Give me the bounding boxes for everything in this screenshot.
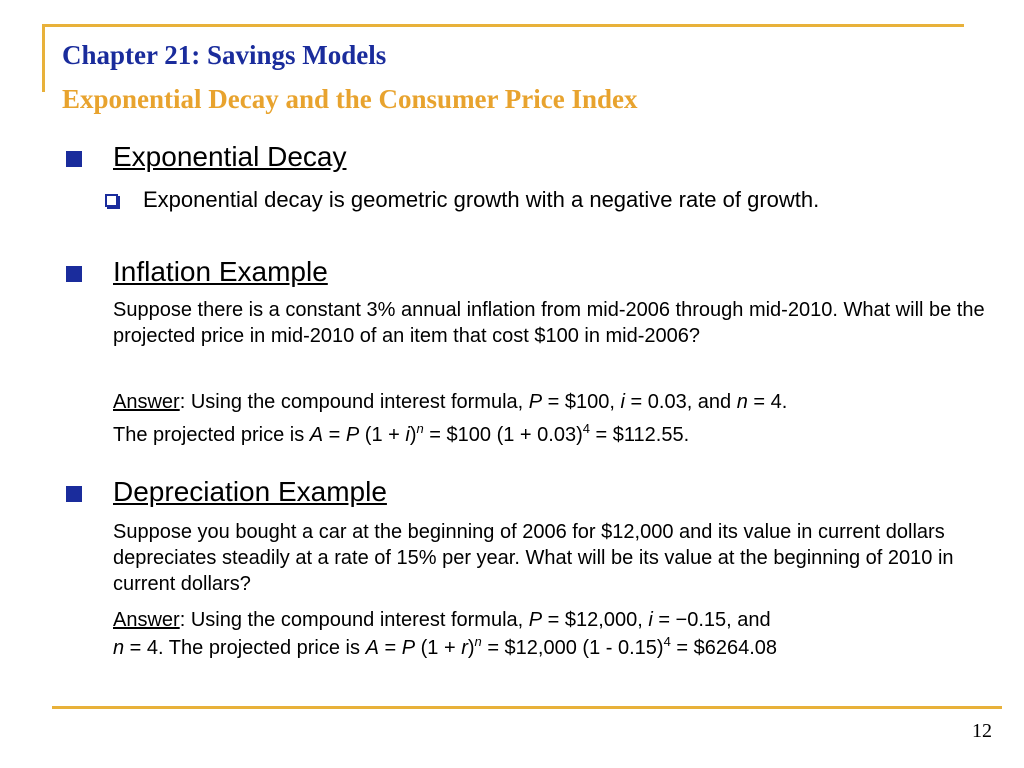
heading-inflation-example: Inflation Example: [113, 256, 328, 287]
exponent-n: n: [416, 421, 424, 436]
checkbox-bullet-icon: [105, 194, 118, 207]
exponent-4: 4: [663, 634, 671, 649]
paren-close: ): [409, 424, 417, 446]
square-bullet-icon: [66, 266, 82, 282]
result-final: = $112.55.: [590, 424, 690, 446]
depreciation-answer: [113, 607, 993, 633]
var-p: P: [401, 637, 416, 659]
p-value: = $12,000,: [542, 609, 649, 631]
square-bullet-icon: [66, 151, 82, 167]
i-value: = −0.15, and: [652, 609, 771, 631]
var-i: i: [405, 424, 410, 446]
depreciation-question: Suppose you bought a car at the beginning of 2006 for $12,000 and its value in current dollars depreciates steadily at a rate of 15% per year. What will be its value at the beginning of 2010 in current dollars?: [113, 521, 954, 595]
var-r: r: [461, 637, 468, 659]
inflation-question: Suppose there is a constant 3% annual inflation from mid-2006 through mid-2010. What will be the projected price in mid-2010 of an item that cost $100 in mid-2006?: [113, 299, 985, 347]
depreciation-result: [113, 635, 1003, 661]
title-rule-top: [42, 24, 964, 27]
var-n: n: [736, 391, 748, 413]
square-bullet-icon: [66, 486, 82, 502]
equals-sign: =: [378, 637, 402, 659]
n-value: = 4. The projected price is: [124, 637, 366, 659]
footer-rule: [52, 706, 1002, 709]
result-prefix: The projected price is: [113, 424, 310, 446]
var-i: i: [620, 391, 625, 413]
decay-description: Exponential decay is geometric growth with a negative rate of growth.: [143, 187, 820, 212]
paren-close: ): [467, 637, 475, 659]
n-value: = 4.: [747, 391, 788, 413]
answer-text: : Using the compound interest formula,: [179, 391, 529, 413]
answer-label: Answer: [113, 391, 180, 413]
paren-open: (1 +: [415, 637, 462, 659]
var-i: i: [648, 609, 653, 631]
result-calc: = $100 (1 + 0.03): [423, 424, 583, 446]
answer-text: : Using the compound interest formula,: [179, 609, 529, 631]
inflation-result: [113, 422, 993, 448]
slide-subtitle: Exponential Decay and the Consumer Price Index: [62, 84, 638, 114]
var-p: P: [345, 424, 360, 446]
equals-sign: =: [323, 424, 346, 446]
p-value: = $100,: [542, 391, 621, 413]
heading-depreciation-example: Depreciation Example: [113, 476, 387, 507]
exponent-4: 4: [582, 421, 590, 436]
result-calc: = $12,000 (1 - 0.15): [481, 637, 664, 659]
title-rule-left: [42, 24, 45, 92]
var-a: A: [309, 424, 324, 446]
var-a: A: [365, 637, 379, 659]
var-p: P: [528, 391, 543, 413]
slide-title: Chapter 21: Savings Models: [62, 40, 387, 70]
i-value: = 0.03, and: [624, 391, 737, 413]
var-n: n: [113, 637, 125, 659]
page-number: 12: [972, 720, 992, 742]
paren-open: (1 +: [359, 424, 406, 446]
exponent-n: n: [474, 634, 482, 649]
answer-label: Answer: [113, 609, 180, 631]
inflation-answer: [113, 389, 993, 415]
result-final: = $6264.08: [670, 637, 778, 659]
var-p: P: [528, 609, 543, 631]
heading-exponential-decay: Exponential Decay: [113, 141, 347, 172]
